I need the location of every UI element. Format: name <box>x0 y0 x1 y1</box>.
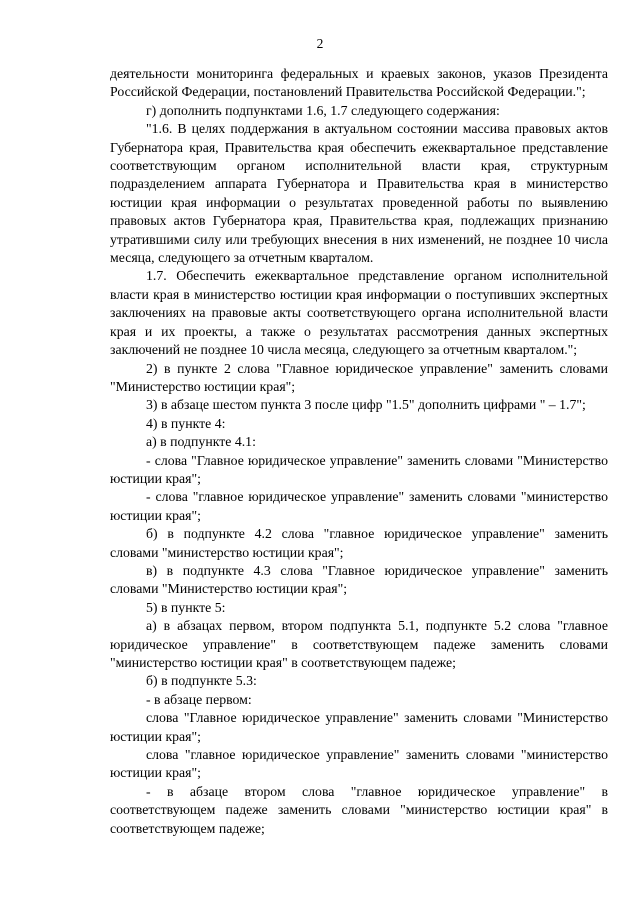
paragraph-item-2: 2) в пункте 2 слова "Главное юридическое управление" заменить словами "Министерство юстиции края"; <box>110 360 608 394</box>
document-body <box>110 65 608 838</box>
paragraph-item-4-v: в) в подпункте 4.3 слова "Главное юридическое управление" заменить словами "Министерство юстиции края"; <box>110 562 608 597</box>
paragraph-item-5-b-second: - в абзаце втором слова "главное юридическое управление" в соответствующем падеже заменить словами "министерство юстиции края" в соответствующем падеже; <box>110 783 608 836</box>
paragraph-item-4-a: а) в подпункте 4.1: <box>146 434 256 450</box>
page-number: 2 <box>316 36 324 51</box>
paragraph-item-4-b: б) в подпункте 4.2 слова "главное юридическое управление" заменить словами "министерство юстиции края"; <box>110 526 608 560</box>
paragraph-item-5-b-first: - в абзаце первом: <box>146 691 252 707</box>
paragraph-item-5-a: а) в абзацах первом, втором подпункта 5.1, подпункте 5.2 слова "главное юридическое управление" в соответствующем падеже заменить словами "министерство юстиции края" в соответствующем падеже; <box>110 618 608 670</box>
paragraph-item-4: 4) в пункте 4: <box>146 415 226 431</box>
paragraph-item-5-b-words-1: слова "Главное юридическое управление" заменить словами "Министерство юстиции края"; <box>110 710 608 744</box>
paragraph-item-4-a-dash-1: - слова "Главное юридическое управление" заменить словами "Министерство юстиции края"; <box>110 452 608 486</box>
paragraph-continuation: деятельности мониторинга федеральных и краевых законов, указов Президента Российской Федерации, постановлений Правительства Российской Федерации."; <box>110 66 608 100</box>
paragraph-item-4-a-dash-2: - слова "главное юридическое управление" заменить словами "министерство юстиции края"; <box>110 489 608 523</box>
paragraph-item-5-b: б) в подпункте 5.3: <box>146 673 257 689</box>
paragraph-item-5-b-words-2: слова "главное юридическое управление" заменить словами "министерство юстиции края"; <box>110 747 608 781</box>
paragraph-subpoint-1-7: 1.7. Обеспечить ежеквартальное представление органом исполнительной власти края в министерство юстиции края информации о поступивших экспертных заключениях на правовые акты соответствующего органа исполнительной власти края и их проекты, а также о результатах рассмотрения данных экспертных заключений не позднее 10 числа месяца, следующего за отчетным кварталом."; <box>110 268 608 358</box>
paragraph-item-3: 3) в абзаце шестом пункта 3 после цифр "1.5" дополнить цифрами " – 1.7"; <box>146 397 586 413</box>
paragraph-item-g: г) дополнить подпунктами 1.6, 1.7 следующего содержания: <box>146 102 500 118</box>
paragraph-item-5: 5) в пункте 5: <box>146 599 226 615</box>
paragraph-subpoint-1-6: "1.6. В целях поддержания в актуальном состоянии массива правовых актов Губернатора края, Правительства края обеспечить ежеквартальное представление соответствующим органом исполнительной власти края, структурным подразделением аппарата Губернатора и Правительства края в министерство юстиции края информации о результатах проведенной работы по выявлению правовых актов Губернатора края, Правительства края, подлежащих признанию утратившими силу или требующих внесения в них изменений, не позднее 10 числа месяца, следующего за отчетным кварталом. <box>110 121 608 266</box>
